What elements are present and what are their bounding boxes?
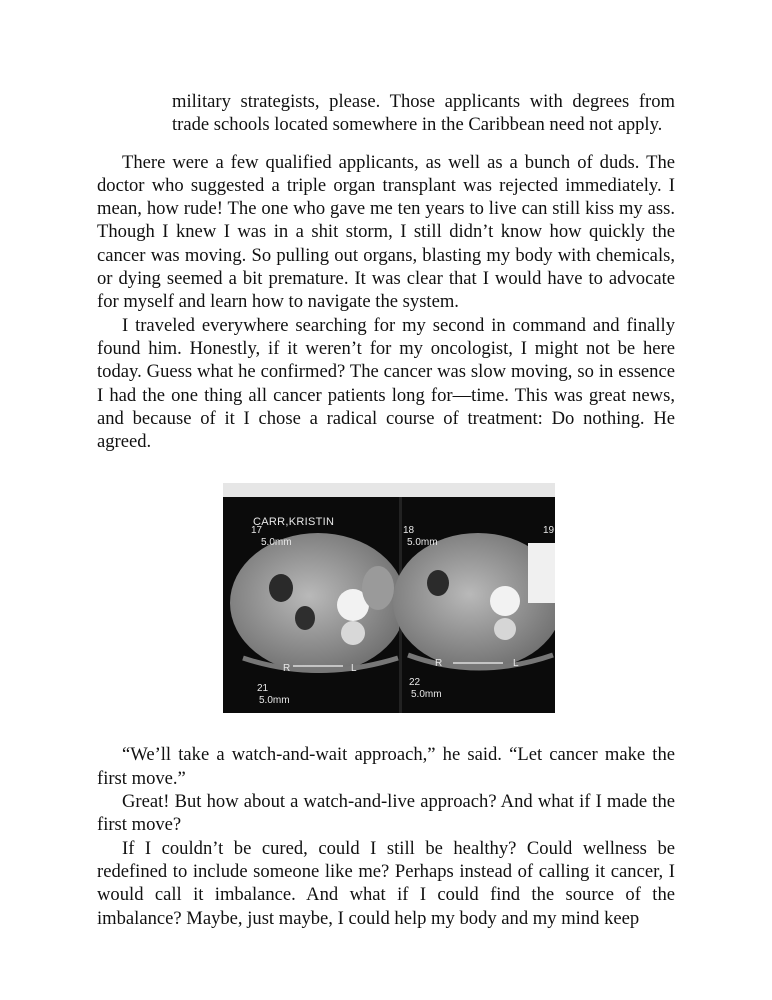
paragraph: There were a few qualified applicants, as well as a bunch of duds. The doctor who suggested a triple organ transplant was rejected immediately. I mean, how rude! The one who gave me ten years to live can still kiss my ass. Though I knew I was in a shit storm, I still didn’t know how quickly the cancer was moving. So pulling out organs, blasting my body with chemicals, or dying seemed a bit premature. It was clear that I would have to advocate for myself and learn how to navigate the system. xyxy=(97,151,675,313)
slice-thickness: 5.0mm xyxy=(259,695,290,707)
ct-slice-right xyxy=(393,533,555,669)
slice-number: 17 xyxy=(251,525,263,537)
paragraph-gap xyxy=(97,137,675,151)
slice-thickness: 5.0mm xyxy=(261,537,292,549)
orientation-label: R xyxy=(283,663,291,675)
ct-slice-left xyxy=(230,533,406,673)
orientation-label: L xyxy=(513,658,519,670)
paragraph: “We’ll take a watch-and-wait approach,” he said. “Let cancer make the first move.” xyxy=(97,744,675,789)
patient-name-label: CARR,KRISTIN xyxy=(253,516,335,529)
slice-number: 21 xyxy=(257,683,269,695)
orientation-label: R xyxy=(435,658,443,670)
slice-thickness: 5.0mm xyxy=(411,689,442,701)
paragraph: If I couldn’t be cured, could I still be healthy? Could wellness be redefined to include someone like me? Perhaps instead of calling it cancer, I would call it imbalance. And what if I could find the source of the imbalance? Maybe, just maybe, I could help my body and my mind keep xyxy=(97,837,675,929)
slice-thickness: 5.0mm xyxy=(407,537,438,549)
paragraph: I traveled everywhere searching for my second in command and finally found him. Honestly, if it weren’t for my oncologist, I might not be here today. Guess what he confirmed? The cancer was slow moving, so in essence I had the one thing all cancer patients long for—time. This was great news, and because of it I chose a radical course of treatment: Do nothing. He agreed. xyxy=(97,314,675,453)
block-quote: military strategists, please. Those applicants with degrees from trade schools located somewhere in the Caribbean need not apply. xyxy=(172,91,675,136)
book-page xyxy=(97,90,675,930)
slice-number: 19 xyxy=(543,525,555,537)
orientation-label: L xyxy=(351,663,357,675)
paragraph: Great! But how about a watch-and-live approach? And what if I made the first move? xyxy=(97,791,675,836)
slice-number: 22 xyxy=(409,677,421,689)
slice-number: 18 xyxy=(403,525,415,537)
ct-scan-image xyxy=(223,483,555,713)
